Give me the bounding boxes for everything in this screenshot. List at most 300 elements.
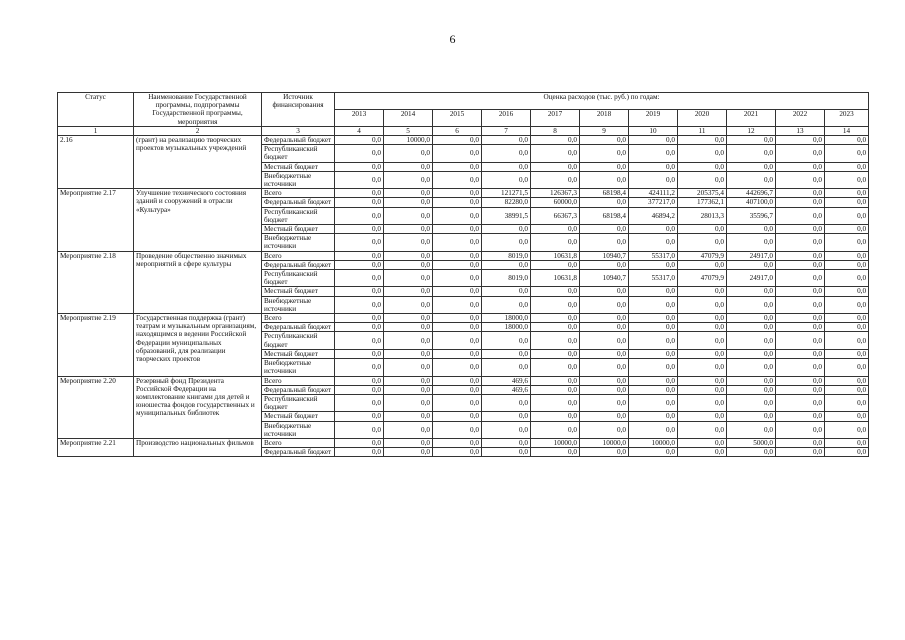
amount-cell: 0,0: [482, 412, 531, 421]
header-year: 2014: [384, 109, 433, 126]
amount-cell: 0,0: [384, 198, 433, 207]
amount-cell: 469,6: [482, 376, 531, 385]
column-number: 1: [58, 126, 134, 135]
funding-source: Федеральный бюджет: [262, 136, 335, 145]
amount-cell: 38991,5: [482, 207, 531, 224]
header-year: 2013: [335, 109, 384, 126]
amount-cell: 0,0: [678, 225, 727, 234]
amount-cell: 0,0: [384, 234, 433, 251]
amount-cell: 0,0: [580, 136, 629, 145]
amount-cell: 66367,3: [531, 207, 580, 224]
amount-cell: 0,0: [825, 385, 869, 394]
amount-cell: 0,0: [825, 394, 869, 411]
amount-cell: 0,0: [335, 225, 384, 234]
amount-cell: 0,0: [825, 145, 869, 162]
amount-cell: 0,0: [433, 189, 482, 198]
amount-cell: 0,0: [776, 198, 825, 207]
table-header: [58, 93, 869, 136]
funding-source: Внебюджетные источники: [262, 234, 335, 251]
amount-cell: 0,0: [482, 448, 531, 457]
amount-cell: 0,0: [776, 421, 825, 438]
header-year: 2015: [433, 109, 482, 126]
measure-name: Резервный фонд Президента Российской Федерации на комплектование книгами для детей и юношества фондов государственных и муниципальных библиотек: [134, 376, 262, 438]
amount-cell: 0,0: [433, 359, 482, 376]
amount-cell: 0,0: [384, 145, 433, 162]
table-row: [58, 251, 869, 260]
amount-cell: 0,0: [727, 376, 776, 385]
budget-table: [57, 92, 869, 457]
amount-cell: 0,0: [580, 323, 629, 332]
amount-cell: 0,0: [825, 260, 869, 269]
measure-name: Проведение общественно значимых мероприятий в сфере культуры: [134, 251, 262, 313]
header-year: 2022: [776, 109, 825, 126]
amount-cell: 0,0: [433, 207, 482, 224]
measure-status: Мероприятие 2.19: [58, 314, 134, 376]
amount-cell: 0,0: [531, 171, 580, 188]
amount-cell: 82280,0: [482, 198, 531, 207]
measure-name: (грант) на реализацию творческих проектов музыкальных учреждений: [134, 136, 262, 189]
amount-cell: 0,0: [678, 145, 727, 162]
amount-cell: 0,0: [384, 412, 433, 421]
amount-cell: 0,0: [629, 314, 678, 323]
amount-cell: 0,0: [482, 332, 531, 349]
amount-cell: 0,0: [531, 323, 580, 332]
amount-cell: 0,0: [433, 376, 482, 385]
amount-cell: 0,0: [482, 145, 531, 162]
amount-cell: 0,0: [776, 260, 825, 269]
amount-cell: 0,0: [629, 136, 678, 145]
amount-cell: 0,0: [482, 260, 531, 269]
amount-cell: 0,0: [335, 412, 384, 421]
amount-cell: 0,0: [580, 448, 629, 457]
amount-cell: 0,0: [678, 376, 727, 385]
table-row: [58, 376, 869, 385]
amount-cell: 0,0: [825, 332, 869, 349]
amount-cell: 0,0: [727, 162, 776, 171]
amount-cell: 0,0: [433, 251, 482, 260]
amount-cell: 0,0: [433, 136, 482, 145]
amount-cell: 0,0: [335, 349, 384, 358]
amount-cell: 126367,3: [531, 189, 580, 198]
amount-cell: 0,0: [629, 225, 678, 234]
column-number: 11: [678, 126, 727, 135]
amount-cell: 0,0: [482, 234, 531, 251]
measure-name: Государственная поддержка (грант) театрам и музыкальным организациям, находящимся в ведении Российской Федерации муниципальных образований, для реализации творческих проектов: [134, 314, 262, 376]
amount-cell: 10940,7: [580, 251, 629, 260]
amount-cell: 0,0: [776, 225, 825, 234]
amount-cell: 0,0: [825, 314, 869, 323]
amount-cell: 0,0: [678, 359, 727, 376]
amount-cell: 0,0: [727, 260, 776, 269]
amount-cell: 35596,7: [727, 207, 776, 224]
amount-cell: 0,0: [384, 287, 433, 296]
amount-cell: 0,0: [727, 314, 776, 323]
table-row: [58, 438, 869, 447]
amount-cell: 47079,9: [678, 270, 727, 287]
column-number: 4: [335, 126, 384, 135]
amount-cell: 68198,4: [580, 189, 629, 198]
amount-cell: 0,0: [335, 438, 384, 447]
amount-cell: 0,0: [531, 296, 580, 313]
amount-cell: 0,0: [825, 225, 869, 234]
column-number: 12: [727, 126, 776, 135]
amount-cell: 8019,0: [482, 270, 531, 287]
amount-cell: 0,0: [482, 162, 531, 171]
amount-cell: 0,0: [531, 421, 580, 438]
amount-cell: 5000,0: [727, 438, 776, 447]
amount-cell: 0,0: [629, 385, 678, 394]
amount-cell: 0,0: [384, 421, 433, 438]
amount-cell: 0,0: [433, 323, 482, 332]
amount-cell: 0,0: [776, 349, 825, 358]
amount-cell: 0,0: [776, 162, 825, 171]
funding-source: Внебюджетные источники: [262, 359, 335, 376]
amount-cell: 0,0: [531, 234, 580, 251]
measure-status: Мероприятие 2.17: [58, 189, 134, 251]
column-number: 9: [580, 126, 629, 135]
header-status: Статус: [58, 93, 134, 127]
amount-cell: 407100,0: [727, 198, 776, 207]
amount-cell: 0,0: [776, 332, 825, 349]
amount-cell: 0,0: [678, 385, 727, 394]
amount-cell: 0,0: [580, 359, 629, 376]
amount-cell: 0,0: [825, 162, 869, 171]
amount-cell: 0,0: [433, 349, 482, 358]
amount-cell: 0,0: [825, 189, 869, 198]
amount-cell: 0,0: [335, 260, 384, 269]
amount-cell: 0,0: [629, 448, 678, 457]
amount-cell: 10000,0: [580, 438, 629, 447]
amount-cell: 0,0: [629, 359, 678, 376]
amount-cell: 0,0: [678, 296, 727, 313]
amount-cell: 0,0: [531, 287, 580, 296]
amount-cell: 0,0: [776, 145, 825, 162]
amount-cell: 0,0: [580, 260, 629, 269]
amount-cell: 0,0: [335, 171, 384, 188]
amount-cell: 0,0: [727, 359, 776, 376]
amount-cell: 0,0: [531, 394, 580, 411]
amount-cell: 0,0: [776, 359, 825, 376]
amount-cell: 0,0: [531, 385, 580, 394]
amount-cell: 0,0: [776, 296, 825, 313]
amount-cell: 0,0: [727, 136, 776, 145]
amount-cell: 424111,2: [629, 189, 678, 198]
amount-cell: 0,0: [727, 421, 776, 438]
amount-cell: 0,0: [776, 438, 825, 447]
amount-cell: 0,0: [433, 438, 482, 447]
amount-cell: 0,0: [482, 438, 531, 447]
amount-cell: 0,0: [825, 323, 869, 332]
amount-cell: 0,0: [776, 171, 825, 188]
amount-cell: 0,0: [825, 270, 869, 287]
header-name: Наименование Государственной программы, подпрограммы Государственной программы, мероприятия: [134, 93, 262, 127]
amount-cell: 0,0: [433, 225, 482, 234]
amount-cell: 0,0: [335, 287, 384, 296]
amount-cell: 0,0: [629, 145, 678, 162]
amount-cell: 0,0: [776, 314, 825, 323]
amount-cell: 0,0: [727, 349, 776, 358]
amount-cell: 0,0: [580, 394, 629, 411]
amount-cell: 24917,0: [727, 251, 776, 260]
table-row: [58, 189, 869, 198]
amount-cell: 0,0: [629, 162, 678, 171]
amount-cell: 0,0: [825, 287, 869, 296]
amount-cell: 0,0: [433, 296, 482, 313]
amount-cell: 0,0: [580, 349, 629, 358]
funding-source: Всего: [262, 376, 335, 385]
funding-source: Внебюджетные источники: [262, 421, 335, 438]
amount-cell: 28013,3: [678, 207, 727, 224]
amount-cell: 10631,8: [531, 251, 580, 260]
amount-cell: 0,0: [384, 251, 433, 260]
table-row: [58, 314, 869, 323]
amount-cell: 0,0: [531, 359, 580, 376]
funding-source: Местный бюджет: [262, 349, 335, 358]
column-number: 8: [531, 126, 580, 135]
amount-cell: 0,0: [825, 207, 869, 224]
amount-cell: 0,0: [482, 171, 531, 188]
amount-cell: 0,0: [531, 349, 580, 358]
amount-cell: 0,0: [531, 376, 580, 385]
amount-cell: 68198,4: [580, 207, 629, 224]
amount-cell: 0,0: [384, 394, 433, 411]
amount-cell: 0,0: [678, 412, 727, 421]
amount-cell: 10000,0: [531, 438, 580, 447]
amount-cell: 0,0: [531, 448, 580, 457]
amount-cell: 0,0: [482, 359, 531, 376]
amount-cell: 0,0: [335, 296, 384, 313]
amount-cell: 10631,8: [531, 270, 580, 287]
amount-cell: 0,0: [384, 260, 433, 269]
amount-cell: 0,0: [384, 171, 433, 188]
amount-cell: 0,0: [825, 359, 869, 376]
amount-cell: 0,0: [335, 198, 384, 207]
column-number-row: [58, 126, 869, 135]
amount-cell: 0,0: [482, 394, 531, 411]
amount-cell: 0,0: [629, 394, 678, 411]
amount-cell: 0,0: [335, 314, 384, 323]
amount-cell: 46894,2: [629, 207, 678, 224]
amount-cell: 10000,0: [384, 136, 433, 145]
amount-cell: 0,0: [482, 287, 531, 296]
amount-cell: 0,0: [384, 314, 433, 323]
amount-cell: 0,0: [629, 332, 678, 349]
measure-status: Мероприятие 2.21: [58, 438, 134, 456]
amount-cell: 0,0: [825, 296, 869, 313]
amount-cell: 0,0: [433, 421, 482, 438]
funding-source: Республиканский бюджет: [262, 394, 335, 411]
amount-cell: 0,0: [825, 234, 869, 251]
amount-cell: 0,0: [776, 207, 825, 224]
amount-cell: 0,0: [678, 332, 727, 349]
amount-cell: 0,0: [825, 376, 869, 385]
amount-cell: 0,0: [335, 207, 384, 224]
amount-cell: 0,0: [384, 162, 433, 171]
amount-cell: 0,0: [433, 394, 482, 411]
amount-cell: 0,0: [531, 332, 580, 349]
amount-cell: 0,0: [727, 171, 776, 188]
amount-cell: 0,0: [384, 225, 433, 234]
header-year: 2016: [482, 109, 531, 126]
amount-cell: 0,0: [727, 225, 776, 234]
amount-cell: 0,0: [433, 270, 482, 287]
amount-cell: 55317,0: [629, 270, 678, 287]
amount-cell: 0,0: [678, 438, 727, 447]
amount-cell: 0,0: [335, 162, 384, 171]
amount-cell: 0,0: [384, 349, 433, 358]
amount-cell: 0,0: [433, 385, 482, 394]
amount-cell: 0,0: [776, 412, 825, 421]
amount-cell: 0,0: [580, 162, 629, 171]
amount-cell: 0,0: [433, 448, 482, 457]
funding-source: Внебюджетные источники: [262, 296, 335, 313]
amount-cell: 0,0: [776, 234, 825, 251]
funding-source: Всего: [262, 314, 335, 323]
amount-cell: 0,0: [335, 189, 384, 198]
amount-cell: 0,0: [433, 198, 482, 207]
amount-cell: 0,0: [335, 332, 384, 349]
amount-cell: 0,0: [580, 314, 629, 323]
amount-cell: 0,0: [825, 349, 869, 358]
amount-cell: 0,0: [384, 323, 433, 332]
amount-cell: 0,0: [433, 314, 482, 323]
amount-cell: 0,0: [335, 145, 384, 162]
amount-cell: 0,0: [580, 385, 629, 394]
amount-cell: 10940,7: [580, 270, 629, 287]
amount-cell: 0,0: [678, 162, 727, 171]
funding-source: Федеральный бюджет: [262, 323, 335, 332]
measure-name: Улучшение технического состояния зданий и сооружений в отрасли «Культура»: [134, 189, 262, 251]
amount-cell: 0,0: [580, 296, 629, 313]
funding-source: Федеральный бюджет: [262, 260, 335, 269]
amount-cell: 0,0: [531, 145, 580, 162]
amount-cell: 0,0: [776, 189, 825, 198]
header-year: 2018: [580, 109, 629, 126]
measure-status: Мероприятие 2.20: [58, 376, 134, 438]
amount-cell: 0,0: [678, 421, 727, 438]
amount-cell: 0,0: [580, 171, 629, 188]
funding-source: Федеральный бюджет: [262, 385, 335, 394]
amount-cell: 0,0: [727, 412, 776, 421]
amount-cell: 0,0: [825, 251, 869, 260]
amount-cell: 0,0: [776, 394, 825, 411]
header-estimate: Оценка расходов (тыс. руб.) по годам:: [335, 93, 869, 110]
table-row: [58, 136, 869, 145]
amount-cell: 0,0: [825, 171, 869, 188]
amount-cell: 0,0: [433, 332, 482, 349]
funding-source: Федеральный бюджет: [262, 448, 335, 457]
measure-status: Мероприятие 2.18: [58, 251, 134, 313]
amount-cell: 0,0: [776, 136, 825, 145]
amount-cell: 0,0: [433, 234, 482, 251]
amount-cell: 0,0: [482, 136, 531, 145]
amount-cell: 0,0: [384, 296, 433, 313]
amount-cell: 0,0: [384, 376, 433, 385]
amount-cell: 0,0: [335, 376, 384, 385]
funding-source: Федеральный бюджет: [262, 198, 335, 207]
amount-cell: 0,0: [531, 136, 580, 145]
amount-cell: 0,0: [384, 438, 433, 447]
amount-cell: 177362,1: [678, 198, 727, 207]
amount-cell: 0,0: [580, 234, 629, 251]
amount-cell: 0,0: [727, 385, 776, 394]
amount-cell: 442696,7: [727, 189, 776, 198]
amount-cell: 0,0: [580, 198, 629, 207]
amount-cell: 0,0: [433, 412, 482, 421]
amount-cell: 0,0: [384, 448, 433, 457]
amount-cell: 0,0: [580, 332, 629, 349]
table-body: [58, 136, 869, 457]
amount-cell: 0,0: [482, 421, 531, 438]
column-number: 14: [825, 126, 869, 135]
amount-cell: 0,0: [531, 260, 580, 269]
measure-status: 2.16: [58, 136, 134, 189]
amount-cell: 0,0: [580, 145, 629, 162]
amount-cell: 0,0: [335, 421, 384, 438]
amount-cell: 0,0: [678, 448, 727, 457]
amount-cell: 205375,4: [678, 189, 727, 198]
amount-cell: 0,0: [678, 136, 727, 145]
amount-cell: 0,0: [433, 171, 482, 188]
amount-cell: 55317,0: [629, 251, 678, 260]
amount-cell: 0,0: [482, 296, 531, 313]
amount-cell: 0,0: [678, 314, 727, 323]
amount-cell: 0,0: [580, 225, 629, 234]
amount-cell: 0,0: [433, 145, 482, 162]
amount-cell: 0,0: [776, 287, 825, 296]
amount-cell: 0,0: [335, 234, 384, 251]
amount-cell: 0,0: [727, 323, 776, 332]
amount-cell: 0,0: [776, 323, 825, 332]
amount-cell: 0,0: [776, 376, 825, 385]
amount-cell: 8019,0: [482, 251, 531, 260]
amount-cell: 0,0: [825, 136, 869, 145]
header-year: 2019: [629, 109, 678, 126]
amount-cell: 0,0: [727, 145, 776, 162]
amount-cell: 0,0: [433, 162, 482, 171]
amount-cell: 0,0: [335, 270, 384, 287]
funding-source: Местный бюджет: [262, 412, 335, 421]
header-year: 2017: [531, 109, 580, 126]
funding-source: Республиканский бюджет: [262, 145, 335, 162]
column-number: 5: [384, 126, 433, 135]
amount-cell: 0,0: [825, 198, 869, 207]
amount-cell: 18000,0: [482, 323, 531, 332]
amount-cell: 121271,5: [482, 189, 531, 198]
funding-source: Республиканский бюджет: [262, 207, 335, 224]
amount-cell: 0,0: [678, 260, 727, 269]
amount-cell: 47079,9: [678, 251, 727, 260]
amount-cell: 0,0: [727, 448, 776, 457]
amount-cell: 0,0: [433, 287, 482, 296]
amount-cell: 24917,0: [727, 270, 776, 287]
amount-cell: 0,0: [825, 412, 869, 421]
header-year: 2020: [678, 109, 727, 126]
column-number: 10: [629, 126, 678, 135]
amount-cell: 0,0: [531, 162, 580, 171]
amount-cell: 0,0: [825, 438, 869, 447]
amount-cell: 0,0: [629, 171, 678, 188]
amount-cell: 18000,0: [482, 314, 531, 323]
amount-cell: 0,0: [482, 225, 531, 234]
funding-source: Местный бюджет: [262, 225, 335, 234]
amount-cell: 0,0: [629, 323, 678, 332]
amount-cell: 10000,0: [629, 438, 678, 447]
amount-cell: 0,0: [531, 225, 580, 234]
amount-cell: 0,0: [384, 270, 433, 287]
funding-source: Местный бюджет: [262, 287, 335, 296]
amount-cell: 0,0: [727, 296, 776, 313]
